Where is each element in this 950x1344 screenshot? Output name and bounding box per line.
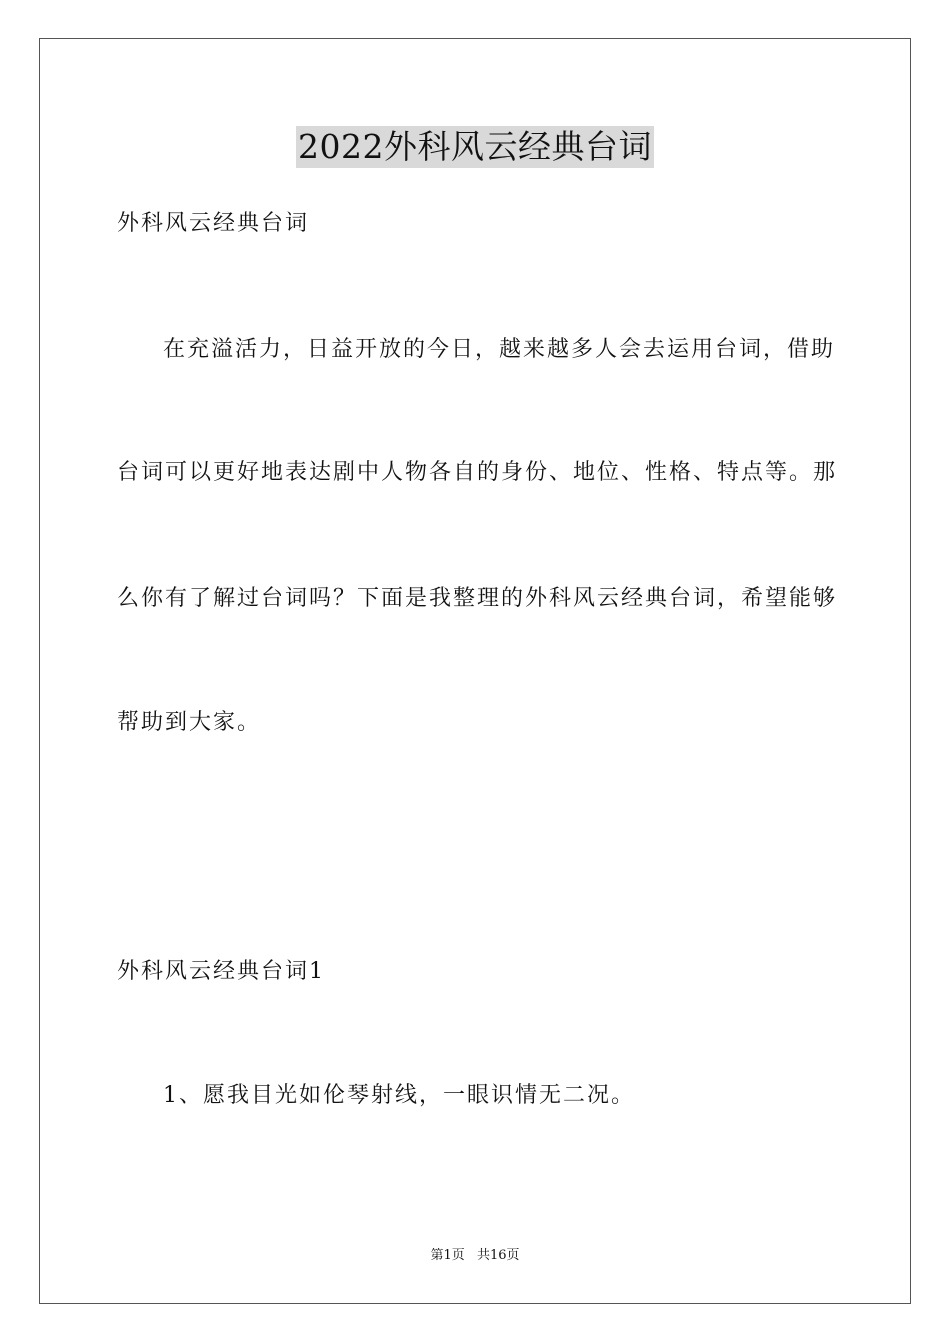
page-number-current: 第1页 <box>430 1248 465 1263</box>
intro-line-1: 在充溢活力，日益开放的今日，越来越多人会去运用台词，借助 <box>163 337 836 362</box>
document-subtitle: 外科风云经典台词 <box>117 211 310 236</box>
intro-line-3: 么你有了解过台词吗？下面是我整理的外科风云经典台词，希望能够 <box>117 586 838 611</box>
quote-item: 1、愿我目光如伦琴射线，一眼识情无二况。 <box>163 1083 635 1108</box>
page-footer <box>0 1247 950 1265</box>
page-number-total: 共16页 <box>476 1248 520 1263</box>
title-container <box>0 126 950 168</box>
intro-line-4: 帮助到大家。 <box>117 710 262 735</box>
document-title: 2022外科风云经典台词 <box>298 127 652 166</box>
section-heading: 外科风云经典台词1 <box>117 959 325 984</box>
intro-line-2: 台词可以更好地表达剧中人物各自的身份、地位、性格、特点等。那 <box>117 460 838 485</box>
